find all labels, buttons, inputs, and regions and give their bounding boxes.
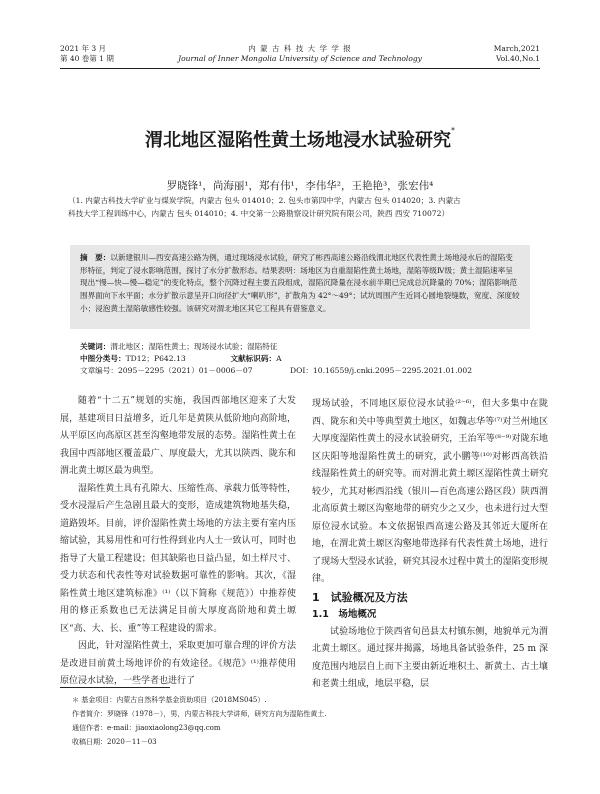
header-volume-en: Vol.40,No.1: [495, 54, 540, 63]
paragraph: 湿陷性黄土具有孔隙大、压缩性高、承载力低等特性，受水浸湿后产生急剧且最大的变形，造成建筑物地基失稳，道路毁坏。目前，评价湿陷性黄土场地的方法主要有室内压缩试验，其易用性和可行性得到业内人士一致认可，同时也指导了大量工程建设；但其缺陷也日益凸显，如土样尺寸、受力状态和代表性等对试验数据可靠性的影响。其次，《湿陷性黄土地区建筑标准》⁽¹⁾（以下简称《规范》）中推荐使用的修正系数也已无法满足目前大厚度高阶地和黄土塬区“高、大、长、重”等工程建设的需求。: [60, 483, 296, 634]
footnote-divider: [60, 687, 170, 688]
clc-value: TD12；P642.13: [125, 354, 186, 363]
paragraph: 随着“十二五”规划的实施，我国西部地区迎来了大发展，基建项目日益增多，近几年是黄陕从低阶地向高阶地，从平原区向高原区甚至沟壑地带发展的态势。湿陷性黄土在我国中西部地区覆盖最广、厚度最大，尤其以陕西、陇东和渭北黄土塬区最为典型。: [60, 396, 296, 476]
footnote-funding: ＊ 基金项目：内蒙古自然科学基金资助项目（2018MS045）.: [72, 696, 267, 704]
classification: [80, 353, 530, 365]
title-text: 渭北地区湿陷性黄土场地浸水试验研究: [145, 130, 451, 151]
affiliation-line-2: 科技大学工程训练中心，内蒙古 包头 014010；4. 中交第一公路勘察设计研究院有限公司，陕西 西安 710072）: [68, 208, 450, 218]
doi: DOI：10.16559/j.cnki.2095－2295.2021.01.002: [290, 366, 473, 375]
header-volume: 第 40 卷第 1 期: [60, 54, 114, 63]
header-date-en: March,2021: [493, 44, 540, 53]
paragraph: 因此，针对湿陷性黄土，采取更加可靠合理的评价方法是改进目前黄土场地评价的有效途径。《规范》⁽¹⁾推荐使用原位浸水试验，一些学者也进行了: [60, 641, 296, 686]
affiliations: [68, 195, 532, 220]
header-date: 2021 年 3 月: [60, 44, 107, 53]
abstract-box: [70, 245, 530, 329]
keywords-label: 关键词：: [80, 342, 111, 351]
keywords: [80, 341, 530, 353]
footnote-contact: 通信作者：e-mail：jiaoxiaolong23@qq.com: [72, 724, 221, 732]
affiliation-line-1: （1. 内蒙古科技大学矿业与煤炭学院，内蒙古 包头 014010；2. 包头市第四中学，内蒙古 包头 014020；3. 内蒙古: [68, 196, 461, 205]
journal-name-en: Journal of Inner Mongolia University of Science and Technology: [178, 54, 422, 63]
paragraph: 试验场地位于陕西省旬邑县太村镇东侧，地貌单元为渭北黄土塬区。通过探井揭露，场地具备试验条件，25 m 深度范围内地层自上而下主要由新近堆积土、新黄土、古土壤和老黄土组成，地层平稳，层: [312, 626, 548, 689]
header-divider: [60, 68, 540, 69]
section-heading-1-1: 1.1 场地概况: [312, 609, 377, 620]
header-right: [494, 44, 540, 64]
author-list: 罗晓锋¹，尚海丽¹，郑有伟¹，李伟华²，王艳艳³，张宏伟⁴: [166, 180, 434, 192]
article-number: 文章编号：2095－2295（2021）01－0006－07: [80, 366, 253, 375]
doc-code-label: 文献标识码：: [230, 354, 277, 363]
left-column: [60, 393, 296, 691]
abstract-text: 以新建银川—西安高速公路为例，通过现场浸水试验，研究了彬西高速公路沿线渭北地区代表性黄土场地浸水后的湿陷变形特征，判定了浸水影响范围，探讨了水分扩散形态。结果表明：场地区为自重湿陷性黄土场地，湿陷等级Ⅳ级；黄土湿陷速率呈现出“慢—快—慢—稳定”的变化特点，整个沉降过程主要五段组成，湿陷沉降量在浸水前半期已完成总沉降量的 70%；湿陷影响范围界面向下水平面；水分扩散示意呈开口向径扩大“喇叭形”，扩散角为 42°～49°；试坑周围产生近同心圆地裂缝数，宽度、深度较小；浸泡黄土湿陷敏感性较强。该研究对渭北地区其它工程具有借鉴意义。: [80, 253, 520, 313]
right-column: [312, 396, 548, 694]
journal-name-cn: 内 蒙 古 科 技 大 学 学 报: [248, 44, 352, 53]
doc-code-value: A: [276, 354, 282, 363]
keywords-text: 渭北地区；湿陷性黄土；现场浸水试验；湿陷特征: [110, 342, 278, 351]
paragraph: 现场试验，不同地区原位浸水试验⁽²⁻⁶⁾，但大多集中在陇西、陇东和关中等典型黄土地区，如魏志华等⁽⁷⁾对兰州地区大厚度湿陷性黄土的浸水试验研究，王治军等⁽⁸⁻⁹⁾对陇东地区庆阳等地湿陷性黄土的研究，武小鹏等⁽¹⁰⁾对彬西高铁沿线湿陷性黄土的研究等。而对渭北黄土塬区湿陷性黄土研究较少，尤其对彬西沿线（银川—百色高速公路区段）陕西渭北高原黄土塬区沟壑地带的研究少之又少，也未进行过大型原位浸水试验。本文依据银西高速公路及其邻近大厦所在地，在渭北黄土塬区沟壑地带选择有代表性黄土场地，进行了现场大型浸水试验，研究其浸水过程中黄土的湿陷变形规律。: [312, 399, 548, 584]
clc-label: 中图分类号：: [80, 354, 126, 363]
abstract-label: 摘 要：: [80, 253, 111, 262]
section-heading-1: 1 试验概况及方法: [312, 590, 408, 604]
article-ids: [80, 365, 530, 377]
footnote-received: 收稿日期：2020－11－03: [72, 738, 157, 746]
footnotes: [72, 693, 372, 749]
title-footnote-mark: *: [451, 126, 455, 135]
paper-title: [0, 126, 600, 152]
header-center: [60, 44, 540, 64]
footnote-author: 作者简介：罗晓锋（1978－），男，内蒙古科技大学讲师，研究方向为湿陷性黄土.: [72, 710, 327, 718]
